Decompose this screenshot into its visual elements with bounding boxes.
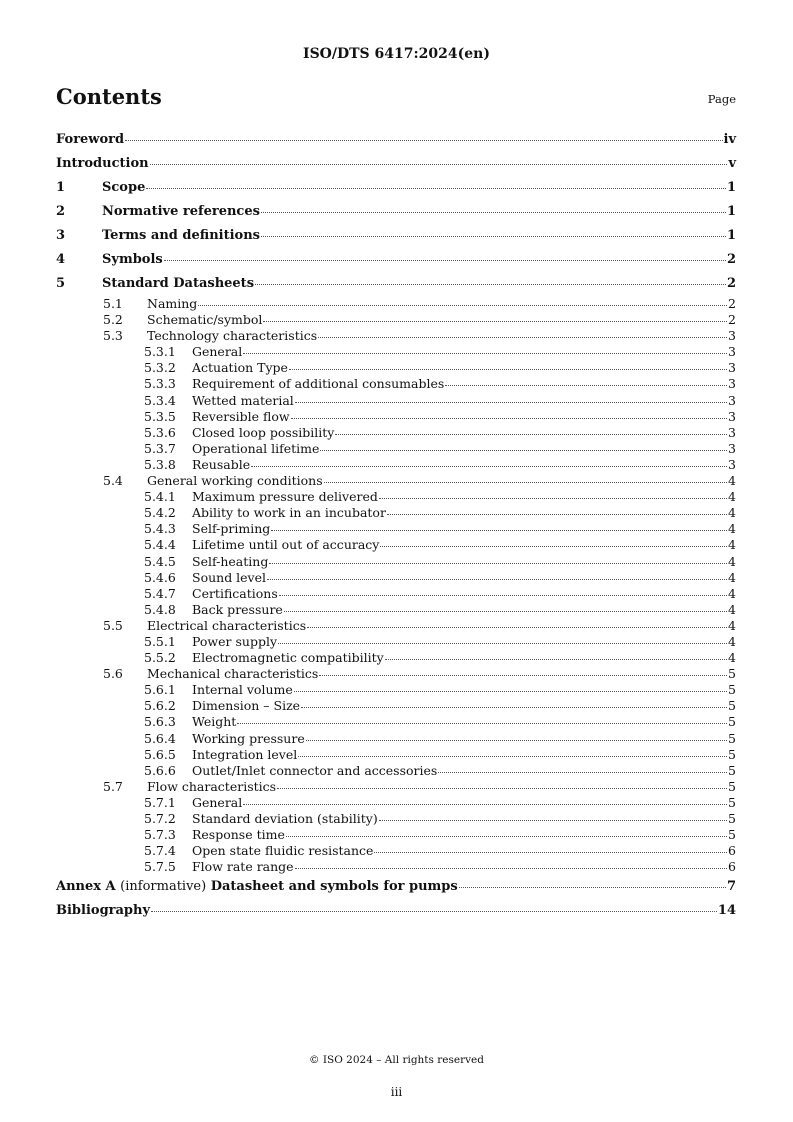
- toc-page: 2: [728, 312, 736, 328]
- dot-leader: [251, 465, 727, 467]
- toc-section-5-6-4[interactable]: 5.6.4 Working pressure 5: [144, 730, 736, 746]
- toc-number: 5.5: [103, 617, 123, 633]
- toc-section-5-3-5[interactable]: 5.3.5 Reversible flow 3: [144, 408, 736, 424]
- toc-number: 5.4.8: [144, 601, 176, 617]
- dot-leader: [459, 886, 726, 888]
- dot-leader: [269, 562, 727, 564]
- toc-page: 5: [728, 827, 736, 843]
- toc-section-3[interactable]: 3 Terms and definitions 1: [56, 224, 736, 248]
- table-of-contents: [56, 128, 736, 923]
- toc-section-5-4-4[interactable]: 5.4.4 Lifetime until out of accuracy 4: [144, 537, 736, 553]
- toc-page: 3: [728, 376, 736, 392]
- toc-number: 5.4: [103, 473, 123, 489]
- dot-leader: [319, 674, 727, 676]
- toc-section-5-6-6[interactable]: 5.6.6 Outlet/Inlet connector and accessories 5: [144, 762, 736, 778]
- dot-leader: [279, 594, 727, 596]
- toc-page: 4: [728, 650, 736, 666]
- dot-leader: [151, 910, 717, 912]
- dot-leader: [277, 787, 727, 789]
- toc-section-5-6-3[interactable]: 5.6.3 Weight 5: [144, 714, 736, 730]
- document-id: ISO/DTS 6417:2024(en): [303, 46, 490, 62]
- toc-section-5-4-7[interactable]: 5.4.7 Certifications 4: [144, 585, 736, 601]
- copyright-notice: © ISO 2024 – All rights reserved: [309, 1054, 484, 1066]
- toc-page: 5: [728, 682, 736, 698]
- dot-leader: [295, 401, 727, 403]
- toc-section-5-3-8[interactable]: 5.3.8 Reusable 3: [144, 456, 736, 472]
- toc-number: 5.6.2: [144, 698, 176, 714]
- toc-page: 3: [728, 424, 736, 440]
- toc-section-5-4-5[interactable]: 5.4.5 Self-heating 4: [144, 553, 736, 569]
- toc-page: 2: [728, 296, 736, 311]
- toc-section-5[interactable]: 5 Standard Datasheets 2: [56, 272, 736, 296]
- toc-page: 6: [728, 843, 736, 859]
- toc-page: 5: [728, 794, 736, 810]
- toc-page: 1: [726, 204, 736, 219]
- toc-page: 7: [726, 879, 736, 895]
- toc-number: 5.3.4: [144, 392, 176, 408]
- dot-leader: [261, 211, 726, 213]
- toc-section-5-7-1[interactable]: 5.7.1 General 5: [144, 794, 736, 810]
- dot-leader: [320, 449, 727, 451]
- dot-leader: [387, 513, 727, 515]
- dot-leader: [295, 867, 727, 869]
- toc-page: 2: [726, 276, 736, 291]
- toc-number: 5.6.6: [144, 762, 176, 778]
- dot-leader: [278, 642, 727, 644]
- toc-number: 5.6.3: [144, 714, 176, 730]
- dot-leader: [237, 722, 727, 724]
- toc-page: 3: [728, 344, 736, 360]
- dot-leader: [379, 497, 727, 499]
- toc-number: 5.4.7: [144, 585, 176, 601]
- dot-leader: [289, 368, 727, 370]
- toc-page: 5: [728, 698, 736, 714]
- dot-leader: [298, 755, 727, 757]
- toc-number: 5.3: [103, 328, 123, 344]
- toc-number: 5.5.1: [144, 633, 176, 649]
- dot-leader: [438, 771, 727, 773]
- toc-page: 6: [728, 859, 736, 875]
- toc-page: 5: [728, 746, 736, 762]
- toc-section-5-7-4[interactable]: 5.7.4 Open state fluidic resistance 6: [144, 843, 736, 859]
- toc-page: 3: [728, 392, 736, 408]
- dot-leader: [125, 139, 722, 141]
- toc-page: 5: [728, 811, 736, 826]
- toc-page: 14: [717, 903, 736, 919]
- toc-page: 3: [728, 360, 736, 376]
- dot-leader: [267, 578, 727, 580]
- toc-section-5-7-3[interactable]: 5.7.3 Response time 5: [144, 827, 736, 843]
- toc-number: 5.6.5: [144, 746, 176, 762]
- dot-leader: [379, 819, 727, 821]
- toc-section-5-3-3[interactable]: 5.3.3 Requirement of additional consumables 3: [144, 376, 736, 392]
- toc-section-5-6-2[interactable]: 5.6.2 Dimension – Size 5: [144, 698, 736, 714]
- toc-number: 5.7.1: [144, 794, 176, 810]
- toc-section-5-4-1[interactable]: 5.4.1 Maximum pressure delivered 4: [144, 489, 736, 505]
- toc-page: 4: [728, 537, 736, 553]
- toc-number: 5.3.7: [144, 440, 176, 456]
- toc-number: 1: [56, 180, 66, 195]
- toc-number: 5.1: [103, 296, 123, 311]
- dot-leader: [284, 610, 727, 612]
- dot-leader: [385, 658, 727, 660]
- toc-number: 5: [56, 276, 66, 291]
- dot-leader: [324, 481, 727, 483]
- toc-number: 5.3.6: [144, 424, 176, 440]
- dot-leader: [286, 835, 727, 837]
- toc-section-5-7[interactable]: 5.7 Flow characteristics 5: [103, 778, 736, 794]
- toc-page: 4: [728, 505, 736, 521]
- dot-leader: [301, 706, 727, 708]
- toc-number: 5.4.1: [144, 489, 176, 505]
- dot-leader: [306, 739, 727, 741]
- annex-informative: (informative): [120, 879, 207, 895]
- page-number: iii: [390, 1085, 403, 1099]
- toc-page: 1: [726, 180, 736, 195]
- toc-section-5-4-2[interactable]: 5.4.2 Ability to work in an incubator 4: [144, 505, 736, 521]
- toc-number: 5.4.5: [144, 553, 176, 569]
- toc-section-5-5-2[interactable]: 5.5.2 Electromagnetic compatibility 4: [144, 650, 736, 666]
- toc-number: 5.3.3: [144, 376, 176, 392]
- toc-page: 4: [728, 569, 736, 585]
- toc-number: 5.6.1: [144, 682, 176, 698]
- toc-section-5-3[interactable]: 5.3 Technology characteristics 3: [103, 328, 736, 344]
- toc-page: 5: [728, 714, 736, 730]
- toc-number: 5.5.2: [144, 650, 176, 666]
- toc-section-5-4-3[interactable]: 5.4.3 Self-priming 4: [144, 521, 736, 537]
- toc-number: 5.7.3: [144, 827, 176, 843]
- toc-page: 4: [728, 489, 736, 505]
- toc-section-5-5[interactable]: 5.5 Electrical characteristics 4: [103, 617, 736, 633]
- toc-number: 5.7.5: [144, 859, 176, 875]
- toc-page: iv: [723, 132, 736, 147]
- toc-section-5-4-8[interactable]: 5.4.8 Back pressure 4: [144, 601, 736, 617]
- toc-section-5-7-2[interactable]: 5.7.2 Standard deviation (stability) 5: [144, 811, 736, 826]
- toc-section-5-3-1[interactable]: 5.3.1 General 3: [144, 344, 736, 360]
- page-column-label: Page: [707, 92, 736, 106]
- toc-foreword[interactable]: Foreword iv: [56, 128, 736, 152]
- toc-number: 5.4.4: [144, 537, 176, 553]
- dot-leader: [243, 352, 727, 354]
- dot-leader: [294, 690, 727, 692]
- toc-section-1[interactable]: 1 Scope 1: [56, 176, 736, 200]
- dot-leader: [318, 336, 727, 338]
- toc-page: 3: [728, 328, 736, 344]
- page-title: Contents: [56, 84, 162, 109]
- toc-number: 5.3.2: [144, 360, 176, 376]
- toc-section-5-4[interactable]: 5.4 General working conditions 4: [103, 473, 736, 489]
- toc-section-5-1[interactable]: 5.1 Naming 2: [103, 296, 736, 311]
- toc-page: v: [728, 156, 736, 171]
- toc-number: 5.3.1: [144, 344, 176, 360]
- toc-number: 5.2: [103, 312, 123, 328]
- toc-section-5-5-1[interactable]: 5.5.1 Power supply 4: [144, 633, 736, 649]
- toc-number: 5.7.2: [144, 811, 176, 826]
- toc-page: 4: [728, 633, 736, 649]
- toc-page: 2: [726, 252, 736, 267]
- toc-page: 4: [728, 473, 736, 489]
- toc-page: 3: [728, 456, 736, 472]
- toc-annex-a[interactable]: [56, 875, 736, 899]
- toc-section-5-2[interactable]: 5.2 Schematic/symbol 2: [103, 312, 736, 328]
- dot-leader: [263, 320, 727, 322]
- annex-title: Datasheet and symbols for pumps: [210, 879, 458, 895]
- toc-section-5-3-4[interactable]: 5.3.4 Wetted material 3: [144, 392, 736, 408]
- dot-leader: [255, 283, 726, 285]
- toc-page: 5: [728, 762, 736, 778]
- toc-number: 5.6: [103, 666, 123, 682]
- dot-leader: [150, 163, 728, 165]
- toc-bibliography[interactable]: Bibliography 14: [56, 899, 736, 923]
- dot-leader: [261, 235, 726, 237]
- toc-section-4[interactable]: 4 Symbols 2: [56, 248, 736, 272]
- dot-leader: [445, 384, 727, 386]
- toc-page: 4: [728, 585, 736, 601]
- toc-section-5-3-6[interactable]: 5.3.6 Closed loop possibility 3: [144, 424, 736, 440]
- toc-section-5-3-2[interactable]: 5.3.2 Actuation Type 3: [144, 360, 736, 376]
- toc-section-5-6[interactable]: 5.6 Mechanical characteristics 5: [103, 666, 736, 682]
- toc-number: 5.3.5: [144, 408, 176, 424]
- toc-page: 3: [728, 408, 736, 424]
- toc-page: 3: [728, 440, 736, 456]
- dot-leader: [243, 803, 727, 805]
- toc-number: 5.4.6: [144, 569, 176, 585]
- toc-number: 5.4.2: [144, 505, 176, 521]
- toc-section-5-7-5[interactable]: 5.7.5 Flow rate range 6: [144, 859, 736, 875]
- toc-section-2[interactable]: 2 Normative references 1: [56, 200, 736, 224]
- toc-section-5-3-7[interactable]: 5.3.7 Operational lifetime 3: [144, 440, 736, 456]
- toc-number: 4: [56, 252, 66, 267]
- toc-page: 4: [728, 617, 736, 633]
- toc-page: 5: [728, 666, 736, 682]
- toc-section-5-6-5[interactable]: 5.6.5 Integration level 5: [144, 746, 736, 762]
- toc-number: 5.4.3: [144, 521, 176, 537]
- dot-leader: [380, 545, 727, 547]
- toc-page: 5: [728, 730, 736, 746]
- toc-page: 4: [728, 521, 736, 537]
- toc-number: 5.6.4: [144, 730, 176, 746]
- toc-page: 4: [728, 601, 736, 617]
- dot-leader: [146, 187, 726, 189]
- toc-introduction[interactable]: Introduction v: [56, 152, 736, 176]
- toc-number: 5.7.4: [144, 843, 176, 859]
- toc-page: 5: [728, 778, 736, 794]
- dot-leader: [198, 304, 727, 306]
- dot-leader: [164, 259, 726, 261]
- toc-number: 5.3.8: [144, 456, 176, 472]
- toc-section-5-4-6[interactable]: 5.4.6 Sound level 4: [144, 569, 736, 585]
- dot-leader: [307, 626, 727, 628]
- dot-leader: [335, 433, 727, 435]
- dot-leader: [374, 851, 727, 853]
- toc-number: 2: [56, 204, 66, 219]
- toc-page: 4: [728, 553, 736, 569]
- toc-page: 1: [726, 228, 736, 243]
- toc-number: 5.7: [103, 778, 123, 794]
- toc-number: 3: [56, 228, 66, 243]
- dot-leader: [271, 529, 727, 531]
- toc-section-5-6-1[interactable]: 5.6.1 Internal volume 5: [144, 682, 736, 698]
- dot-leader: [291, 417, 727, 419]
- annex-label: Annex A: [56, 879, 116, 895]
